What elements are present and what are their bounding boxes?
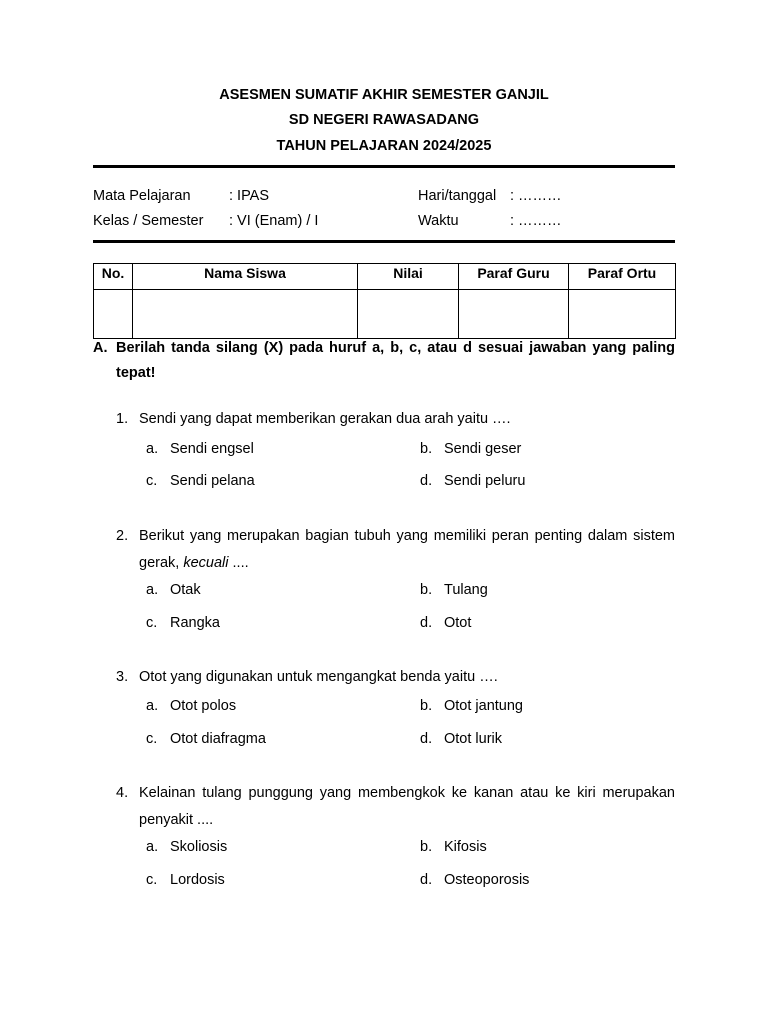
- q3-option-d[interactable]: [420, 731, 502, 747]
- subject-label: Mata Pelajaran: [93, 188, 191, 204]
- option-letter: d.: [420, 872, 433, 888]
- q1-option-a[interactable]: [146, 441, 254, 457]
- cell-student-name[interactable]: [133, 290, 358, 339]
- option-text: Rangka: [170, 615, 220, 631]
- option-letter: a.: [146, 839, 159, 855]
- header-student-name: Nama Siswa: [133, 264, 358, 290]
- header-teacher-signature: Paraf Guru: [459, 264, 569, 290]
- q2-option-b[interactable]: [420, 582, 488, 598]
- question-1: [116, 406, 675, 433]
- question-text-main: Otot yang digunakan untuk mengangkat benda yaitu ….: [139, 669, 498, 685]
- section-a-instruction: [93, 336, 675, 386]
- q4-option-c[interactable]: [146, 872, 225, 888]
- cell-parent-signature[interactable]: [569, 290, 676, 339]
- q2-option-d[interactable]: [420, 615, 471, 631]
- title-line-1: ASESMEN SUMATIF AKHIR SEMESTER GANJIL: [219, 87, 549, 103]
- question-text-main: Berikut yang merupakan bagian tubuh yang memiliki peran penting dalam sistem gerak,: [139, 528, 675, 571]
- option-letter: b.: [420, 698, 433, 714]
- option-letter: a.: [146, 441, 159, 457]
- date-value: : ………: [510, 188, 562, 204]
- option-letter: d.: [420, 473, 433, 489]
- header-divider: [93, 165, 675, 168]
- q3-option-c[interactable]: [146, 731, 266, 747]
- cell-teacher-signature[interactable]: [459, 290, 569, 339]
- option-letter: c.: [146, 731, 158, 747]
- option-text: Tulang: [444, 582, 488, 598]
- section-instruction-text: Berilah tanda silang (X) pada huruf a, b, c, atau d sesuai jawaban yang paling tepat!: [116, 340, 675, 381]
- header-no: No.: [94, 264, 133, 290]
- question-number: 4.: [116, 785, 129, 801]
- q4-option-b[interactable]: [420, 839, 487, 855]
- q2-option-c[interactable]: [146, 615, 220, 631]
- q3-option-b[interactable]: [420, 698, 523, 714]
- info-divider: [93, 240, 675, 243]
- option-letter: b.: [420, 839, 433, 855]
- question-text: [139, 664, 675, 691]
- option-text: Sendi pelana: [170, 473, 255, 489]
- q4-option-a[interactable]: [146, 839, 227, 855]
- question-4: [116, 780, 675, 834]
- time-value: : ………: [510, 213, 562, 229]
- class-label: Kelas / Semester: [93, 213, 204, 229]
- cell-score[interactable]: [358, 290, 459, 339]
- option-text: Osteoporosis: [444, 872, 530, 888]
- question-text: [139, 406, 675, 433]
- option-text: Sendi peluru: [444, 473, 526, 489]
- option-letter: d.: [420, 731, 433, 747]
- option-text: Otot jantung: [444, 698, 523, 714]
- option-text: Otot diafragma: [170, 731, 266, 747]
- subject-value: : IPAS: [229, 188, 270, 204]
- question-text-tail: ....: [228, 555, 249, 571]
- option-text: Otot polos: [170, 698, 237, 714]
- section-letter: A.: [93, 340, 108, 356]
- option-letter: a.: [146, 698, 159, 714]
- title-line-2: SD NEGERI RAWASADANG: [288, 112, 480, 128]
- option-letter: d.: [420, 615, 433, 631]
- q3-option-a[interactable]: [146, 698, 236, 714]
- option-letter: a.: [146, 582, 159, 598]
- q1-option-c[interactable]: [146, 473, 255, 489]
- class-value: : VI (Enam) / I: [229, 213, 319, 229]
- option-text: Otot lurik: [444, 731, 503, 747]
- option-letter: b.: [420, 582, 433, 598]
- question-text: [139, 780, 675, 834]
- score-table-header: [94, 264, 676, 290]
- header-parent-signature: Paraf Ortu: [569, 264, 676, 290]
- question-number: 3.: [116, 669, 129, 685]
- option-text: Otot: [444, 615, 472, 631]
- option-text: Sendi engsel: [170, 441, 254, 457]
- q1-option-b[interactable]: [420, 441, 521, 457]
- question-number: 1.: [116, 411, 129, 427]
- option-text: Sendi geser: [444, 441, 522, 457]
- date-label: Hari/tanggal: [418, 188, 497, 204]
- title-line-3: TAHUN PELAJARAN 2024/2025: [276, 138, 492, 154]
- option-letter: c.: [146, 473, 158, 489]
- question-text-main: Sendi yang dapat memberikan gerakan dua arah yaitu ….: [139, 411, 511, 427]
- cell-no[interactable]: [94, 290, 133, 339]
- question-emphasis: kecuali: [183, 555, 229, 571]
- option-text: Skoliosis: [170, 839, 228, 855]
- q4-option-d[interactable]: [420, 872, 529, 888]
- time-label: Waktu: [418, 213, 459, 229]
- option-letter: b.: [420, 441, 433, 457]
- header-score: Nilai: [358, 264, 459, 290]
- option-text: Otak: [170, 582, 201, 598]
- question-number: 2.: [116, 528, 129, 544]
- question-text-main: Kelainan tulang punggung yang membengkok ke kanan atau ke kiri merupakan penyakit ....: [139, 785, 675, 828]
- score-table-row: [94, 290, 676, 339]
- option-text: Kifosis: [444, 839, 487, 855]
- question-2: [116, 523, 675, 577]
- question-text: [139, 523, 675, 577]
- q1-option-d[interactable]: [420, 473, 525, 489]
- score-table: [93, 263, 676, 339]
- option-letter: c.: [146, 872, 158, 888]
- option-letter: c.: [146, 615, 158, 631]
- option-text: Lordosis: [170, 872, 225, 888]
- question-3: [116, 664, 675, 691]
- q2-option-a[interactable]: [146, 582, 201, 598]
